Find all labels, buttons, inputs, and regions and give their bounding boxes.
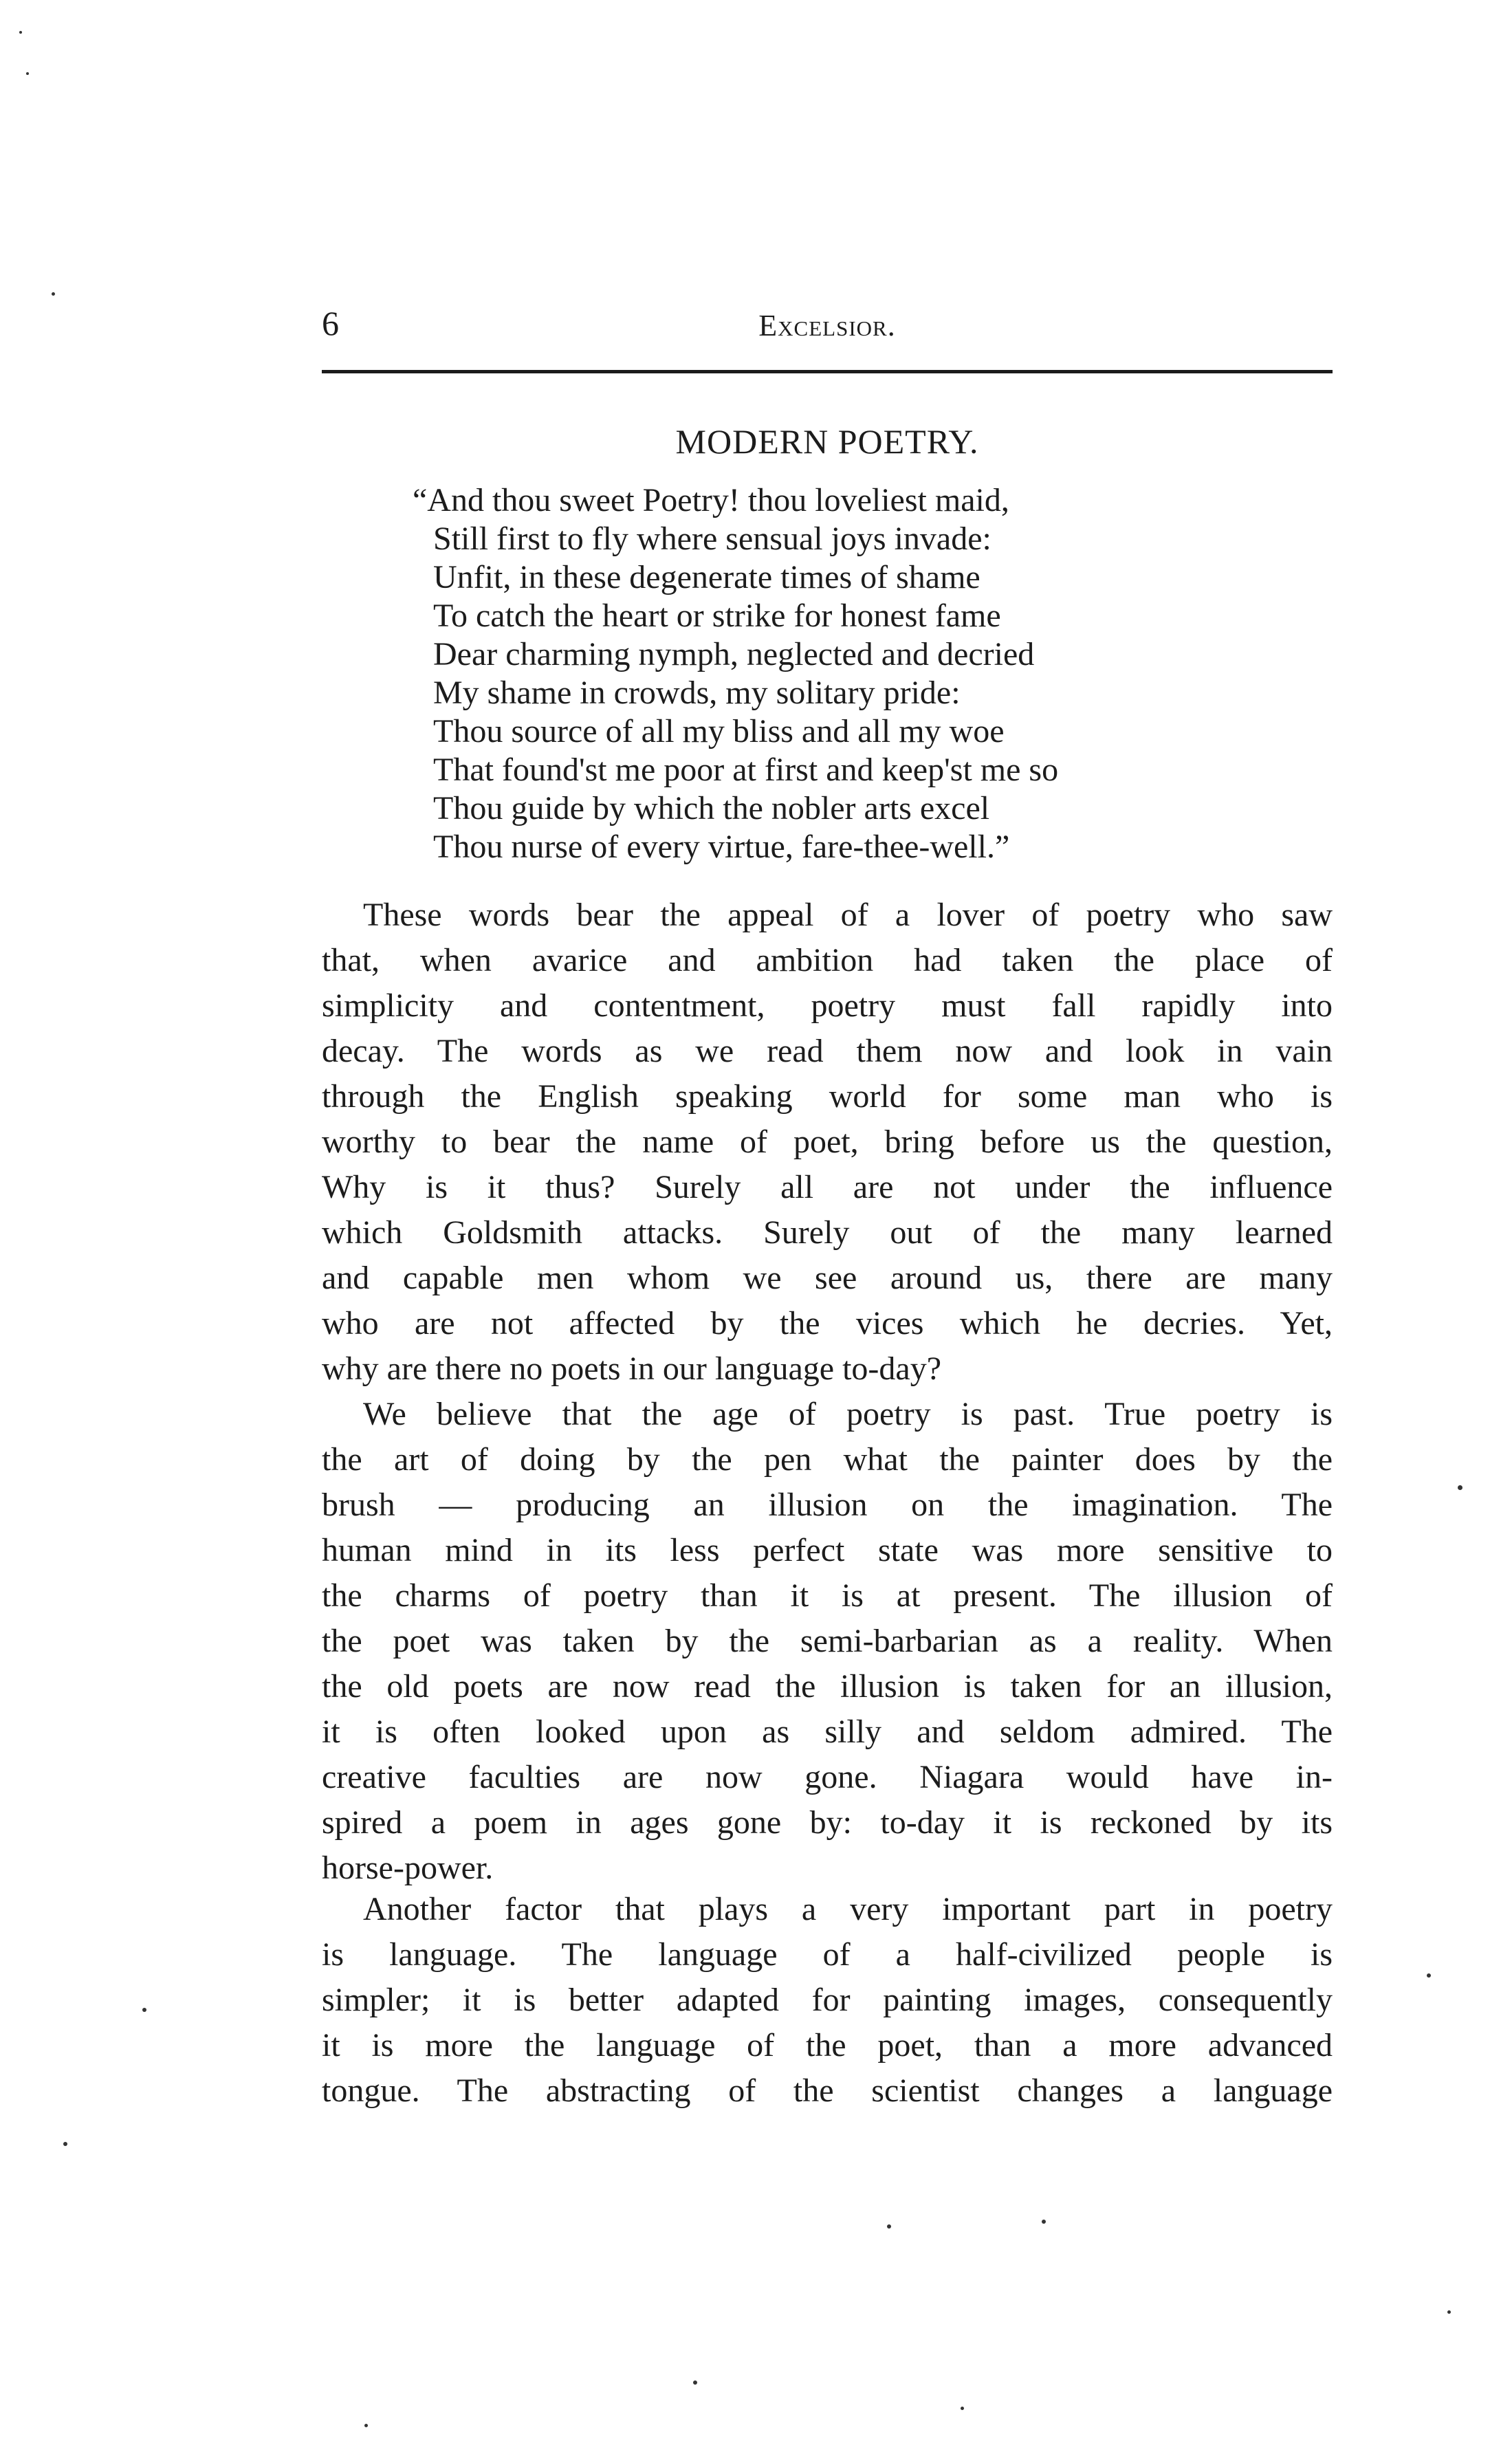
paragraph-2 xyxy=(322,1392,1333,1891)
scan-speck xyxy=(52,292,55,296)
scan-speck xyxy=(364,2424,368,2427)
paragraph-line: These words bear the appeal of a lover of poetry who saw xyxy=(363,897,1333,933)
paragraph-line: We believe that the age of poetry is past. True poetry is xyxy=(363,1396,1333,1432)
poem-line: That found'st me poor at first and keep'st me so xyxy=(433,752,1059,788)
scan-speck xyxy=(26,72,29,75)
paragraph-line: decay. The words as we read them now and look in vain xyxy=(322,1033,1333,1069)
poem-line: Dear charming nymph, neglected and decried xyxy=(433,636,1035,672)
paragraph-line: tongue. The abstracting of the scientist changes a language xyxy=(322,2072,1333,2109)
paragraph-line: creative faculties are now gone. Niagara would have in- xyxy=(322,1759,1333,1795)
poem-line: Thou guide by which the nobler arts excel xyxy=(433,790,990,827)
paragraph-line: why are there no poets in our language to-day? xyxy=(322,1350,942,1387)
poem-quotation xyxy=(413,481,1320,866)
scan-speck xyxy=(1042,2220,1046,2224)
paragraph-1 xyxy=(322,893,1333,1392)
paragraph-line: brush — producing an illusion on the imagination. The xyxy=(322,1487,1333,1523)
paragraph-line: through the English speaking world for some man who is xyxy=(322,1078,1333,1115)
paragraph-line: the old poets are now read the illusion is taken for an illusion, xyxy=(322,1668,1333,1705)
poem-line: My shame in crowds, my solitary pride: xyxy=(433,675,961,711)
running-head xyxy=(322,303,1333,358)
paragraph-line: and capable men whom we see around us, there are many xyxy=(322,1260,1333,1296)
page-number: 6 xyxy=(322,304,339,342)
poem-line: To catch the heart or strike for honest fame xyxy=(433,598,1001,634)
paragraph-line: the poet was taken by the semi-barbarian as a reality. When xyxy=(322,1623,1333,1659)
scan-speck xyxy=(1447,2310,1451,2314)
header-rule xyxy=(322,370,1333,373)
paragraph-line: the charms of poetry than it is at present. The illusion of xyxy=(322,1577,1333,1614)
paragraph-line: it is often looked upon as silly and seldom admired. The xyxy=(322,1714,1333,1750)
scan-speck xyxy=(887,2224,891,2229)
poem-line: “And thou sweet Poetry! thou loveliest maid, xyxy=(413,482,1009,518)
paragraph-line: spired a poem in ages gone by: to-day it is reckoned by its xyxy=(322,1804,1333,1841)
paragraph-line: Another factor that plays a very important part in poetry xyxy=(363,1891,1333,1927)
scan-speck xyxy=(142,2008,146,2012)
scan-speck xyxy=(63,2142,67,2146)
scan-speck xyxy=(1427,1973,1431,1978)
paragraph-line: is language. The language of a half-civilized people is xyxy=(322,1936,1333,1973)
paragraph-line: Why is it thus? Surely all are not under the influence xyxy=(322,1169,1333,1205)
running-title: Excelsior. xyxy=(758,309,896,342)
paragraph-line: human mind in its less perfect state was more sensitive to xyxy=(322,1532,1333,1568)
scan-speck xyxy=(1458,1485,1462,1490)
poem-line: Thou source of all my bliss and all my woe xyxy=(433,713,1005,749)
paragraph-line: horse-power. xyxy=(322,1850,494,1886)
poem-line: Thou nurse of every virtue, fare-thee-well.” xyxy=(433,829,1010,865)
paragraph-line: who are not affected by the vices which he decries. Yet, xyxy=(322,1305,1333,1342)
paragraph-line: simpler; it is better adapted for painting images, consequently xyxy=(322,1982,1333,2018)
paragraph-line: worthy to bear the name of poet, bring before us the question, xyxy=(322,1124,1333,1160)
paragraph-line: that, when avarice and ambition had taken the place of xyxy=(322,942,1333,978)
poem-line: Unfit, in these degenerate times of shame xyxy=(433,559,980,595)
section-title: MODERN POETRY. xyxy=(675,422,979,461)
paragraph-line: simplicity and contentment, poetry must fall rapidly into xyxy=(322,987,1333,1024)
paragraph-3 xyxy=(322,1887,1333,2114)
scan-speck xyxy=(19,31,22,34)
poem-line: Still first to fly where sensual joys invade: xyxy=(433,521,991,557)
paragraph-line: the art of doing by the pen what the painter does by the xyxy=(322,1441,1333,1478)
scan-speck xyxy=(693,2380,697,2385)
paragraph-line: which Goldsmith attacks. Surely out of the many learned xyxy=(322,1214,1333,1251)
paragraph-line: it is more the language of the poet, than a more advanced xyxy=(322,2027,1333,2064)
scan-speck xyxy=(961,2407,964,2410)
